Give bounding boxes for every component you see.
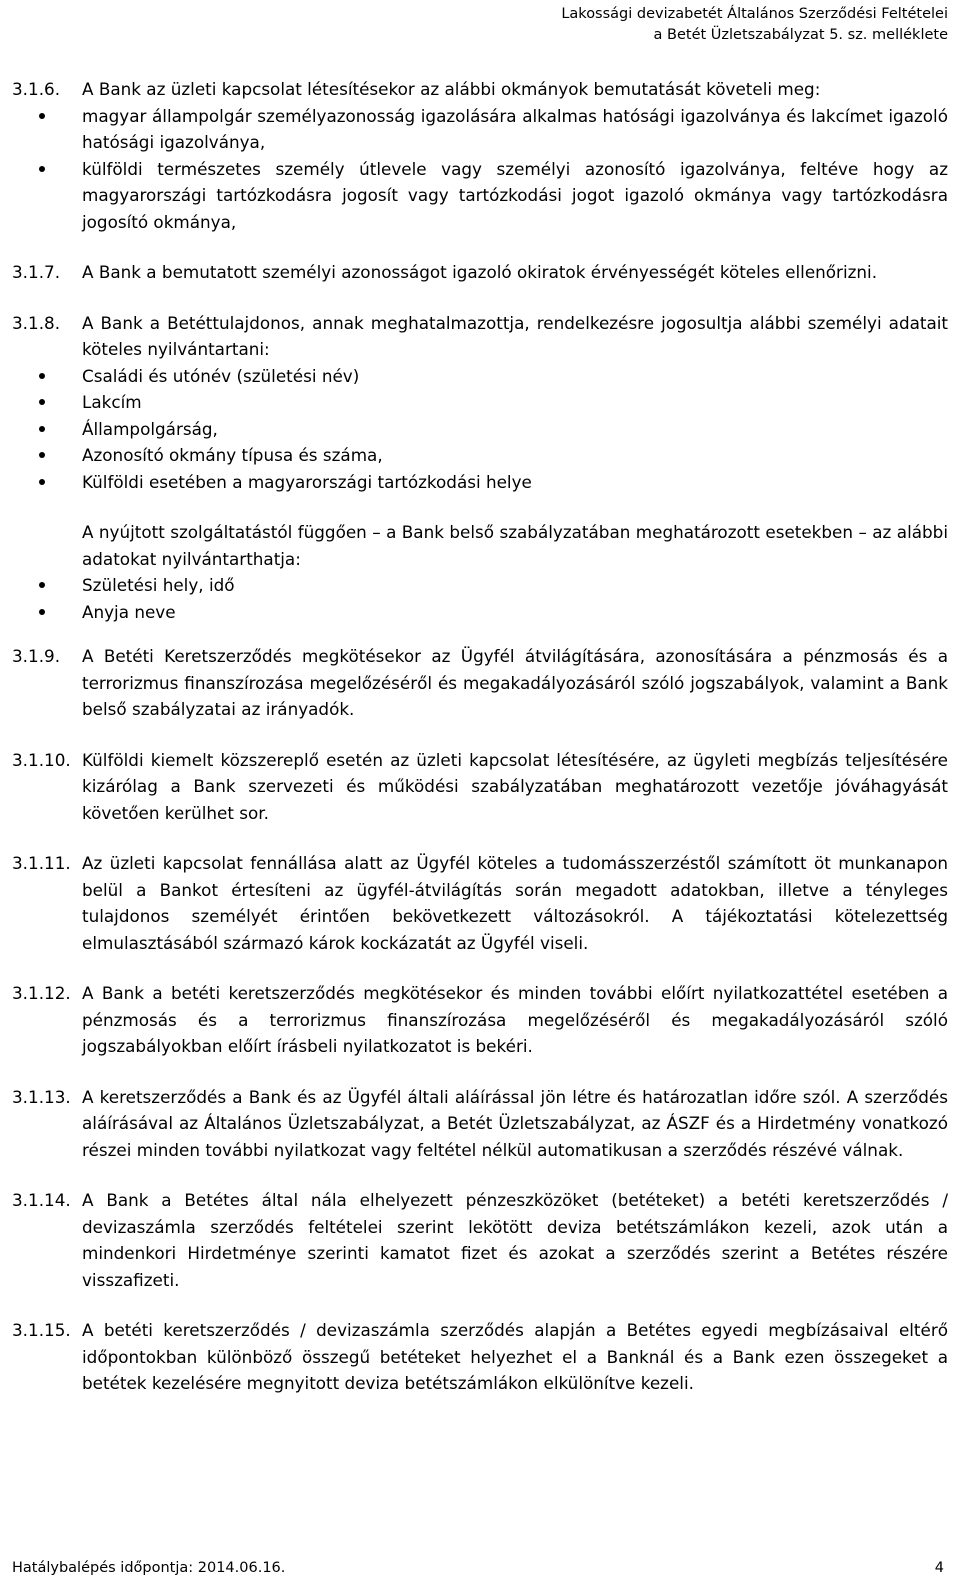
section-3-1-11 (12, 850, 948, 956)
list-item: Anyja neve (12, 599, 948, 626)
section-number: 3.1.9. (12, 646, 61, 666)
header-title: Lakossági devizabetét Általános Szerződési Feltételei (561, 6, 948, 22)
section-text: A Bank az üzleti kapcsolat létesítésekor az alábbi okmányok bemutatását követeli meg: (82, 79, 821, 99)
section-number: 3.1.13. (12, 1086, 71, 1107)
section-text: Külföldi kiemelt közszereplő esetén az üzleti kapcsolat létesítésére, az ügyleti megbízás teljesítésére kizárólag a Bank szervezeti és működési szabályzatában meghatározott vezetője jóváhagyását követően kerülhet sor. (82, 749, 948, 823)
list-item: Azonosító okmány típusa és száma, (12, 442, 948, 469)
section-text: A Bank a bemutatott személyi azonosságot igazoló okiratok érvényességét köteles ellenőrizni. (82, 262, 878, 282)
section-3-1-10 (12, 747, 948, 827)
section-text: A betéti keretszerződés / devizaszámla szerződés alapján a Betétes egyedi megbízásaival eltérő időpontokban különböző összegű betéteket helyezhet el a Banknál és a Bank ezen összegeket a betétek kezelésére megnyitott deviza betétszámlákon elkülönítve kezeli. (82, 1320, 948, 1393)
list-item: Lakcím (12, 389, 948, 416)
section-text: Az üzleti kapcsolat fennállása alatt az Ügyfél köteles a tudomásszerzéstől számított öt munkanapon belül a Bankot értesíteni az ügyfél-átvilágítás során megadott adatokban, illetve a tényleges tulajdonos személyét érintően bekövetkezett változásokról. A tájékoztatási kötelezettség elmulasztásából származó károk kockázatát az Ügyfél viseli. (82, 853, 948, 953)
section-text: A Bank a Betétes által nála elhelyezett pénzeszközöket (betéteket) a betéti keretszerződés / devizaszámla szerződés feltételei szerint lekötött deviza betétszámlákon kezeli, azok után a mindenkori Hirdetménye szerinti kamatot fizet és azokat a szerződés szerint a Betétes részére visszafizeti. (82, 1190, 948, 1290)
section-number: 3.1.12. (12, 983, 71, 1003)
page-header (561, 4, 948, 46)
section-number: 3.1.11. (12, 853, 71, 873)
section-number: 3.1.8. (12, 312, 61, 333)
list-item: Születési hely, idő (12, 572, 948, 599)
page-footer (12, 1558, 944, 1578)
section-3-1-7 (12, 259, 948, 286)
optional-data-list (12, 572, 948, 625)
section-number: 3.1.7. (12, 262, 61, 282)
page-number: 4 (934, 1560, 944, 1576)
section-3-1-9 (12, 643, 948, 723)
section-3-1-15 (12, 1317, 948, 1397)
section-text: A Bank a betéti keretszerződés megkötésekor és minden további előírt nyilatkozattétel esetében a pénzmosás és a terrorizmus finanszírozása megelőzéséről és megakadályozásáról szóló jogszabályokban előírt írásbeli nyilatkozatot is bekéri. (82, 983, 948, 1056)
section-3-1-8 (12, 310, 948, 363)
document-body (12, 76, 948, 1397)
section-3-1-12 (12, 980, 948, 1060)
personal-data-list (12, 363, 948, 496)
section-3-1-13 (12, 1084, 948, 1164)
section-3-1-8-extra: A nyújtott szolgáltatástól függően – a Bank belső szabályzatában meghatározott esetekben – az alábbi adatokat nyilvántarthatja: (82, 522, 948, 569)
required-documents-list (12, 103, 948, 236)
section-text: A Betéti Keretszerződés megkötésekor az Ügyfél átvilágítására, azonosítására a pénzmosás és a terrorizmus finanszírozása megelőzéséről és megakadályozásáról szóló jogszabályok, valamint a Bank belső szabályzatai az irányadók. (82, 646, 948, 719)
list-item: Külföldi esetében a magyarországi tartózkodási helye (12, 469, 948, 496)
section-text: A keretszerződés a Bank és az Ügyfél általi aláírással jön létre és határozatlan időre szól. A szerződés aláírásával az Általános Üzletszabályzat, a Betét Üzletszabályzat, az ÁSZF és a Hirdetmény vonatkozó részei minden további nyilatkozat vagy feltétel nélkül automatikusan a szerződés részévé válnak. (82, 1086, 948, 1160)
header-subtitle: a Betét Üzletszabályzat 5. sz. melléklete (653, 27, 948, 43)
list-item: Családi és utónév (születési név) (12, 363, 948, 390)
section-3-1-6 (12, 76, 948, 103)
list-item: magyar állampolgár személyazonosság igazolására alkalmas hatósági igazolványa és lakcímet igazoló hatósági igazolványa, (12, 103, 948, 156)
section-number: 3.1.14. (12, 1190, 71, 1210)
list-item: Állampolgárság, (12, 416, 948, 443)
section-number: 3.1.15. (12, 1320, 71, 1340)
section-3-1-14 (12, 1187, 948, 1293)
section-number: 3.1.6. (12, 79, 61, 99)
section-number: 3.1.10. (12, 749, 71, 770)
list-item: külföldi természetes személy útlevele vagy személyi azonosító igazolványa, feltéve hogy az magyarországi tartózkodásra jogosít vagy tartózkodási jogot igazoló okmánya vagy tartózkodásra jogosító okmánya, (12, 156, 948, 236)
section-text: A Bank a Betéttulajdonos, annak meghatalmazottja, rendelkezésre jogosultja alábbi személyi adatait köteles nyilvántartani: (82, 312, 948, 359)
effective-date: Hatálybalépés időpontja: 2014.06.16. (12, 1560, 286, 1576)
